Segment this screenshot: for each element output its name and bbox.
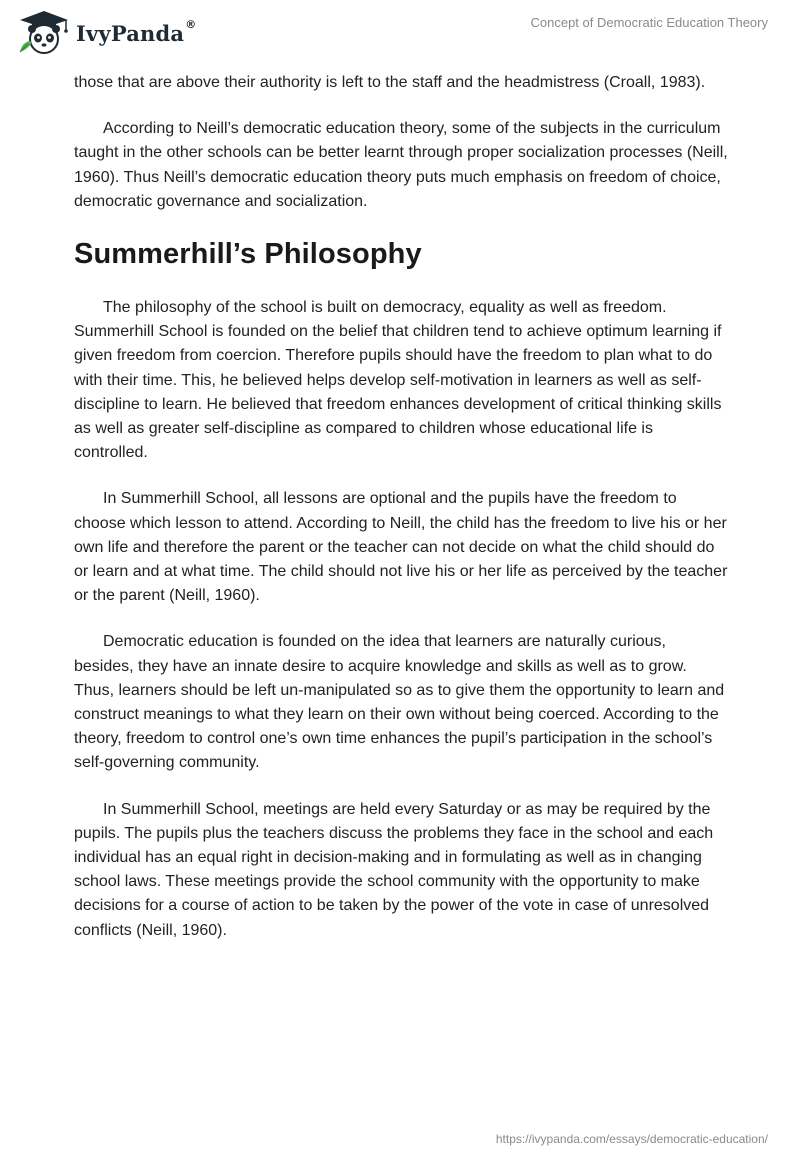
paragraph-democratic-education: Democratic education is founded on the idea that learners are naturally curious, besides, they have an innate desire to acquire knowledge and skills as well as to grow. Thus, learners should be left un-manipulated so as to give them the opportunity to learn and construct meanings to what they learn on their own without being coerced. According to the theory, freedom to control one’s own time enhances the pupil’s participation in the school’s self-governing community. <box>74 633 725 772</box>
document-title: Concept of Democratic Education Theory <box>530 15 768 30</box>
article-body <box>74 71 728 965</box>
brand-name: IvyPanda® <box>76 17 197 46</box>
ivypanda-logo[interactable] <box>14 8 196 56</box>
panda-graduation-cap-icon <box>14 8 72 56</box>
page-header <box>0 0 800 66</box>
source-url[interactable]: https://ivypanda.com/essays/democratic-education/ <box>495 1132 768 1146</box>
paragraph-philosophy: The philosophy of the school is built on democracy, equality as well as freedom. Summerhill School is founded on the belief that children tend to achieve optimum learning if given freedom from coercion. Therefore pupils should have the freedom to plan what to do with their time. This, he believed helps develop self-motivation in learners as well as self- discipline to learn. He believed that freedom enhances development of critical thinking skills as well as greater self-discipline as compared to children whose educational life is controlled. <box>74 299 722 462</box>
registered-mark: ® <box>185 17 197 31</box>
paragraph-meetings: In Summerhill School, meetings are held every Saturday or as may be required by the pupils. The pupils plus the teachers discuss the problems they face in the school and each individual has an equal right in decision-making and in formulating as well as in changing school laws. These meetings provide the school community with the opportunity to make decisions for a course of action to be taken by the power of the vote in case of unresolved conflicts (Neill, 1960). <box>74 800 714 939</box>
paragraph-neill-theory: According to Neill’s democratic education theory, some of the subjects in the curriculum taught in the other schools can be better learnt through proper socialization processes (Neill, 1960). Thus Neill’s democratic education theory puts much emphasis on freedom of choice, democratic governance and socialization. <box>74 120 728 210</box>
paragraph-continuation: those that are above their authority is left to the staff and the headmistress (Croall, 1983). <box>74 74 706 91</box>
section-heading: Summerhill’s Philosophy <box>74 238 422 271</box>
paragraph-optional-lessons: In Summerhill School, all lessons are optional and the pupils have the freedom to choose which lesson to attend. According to Neill, the child has the freedom to live his or her own life and therefore the parent or the teacher can not decide on what the child should do or learn and at what time. The child should not live his or her life as perceived by the teacher or the parent (Neill, 1960). <box>74 490 728 605</box>
